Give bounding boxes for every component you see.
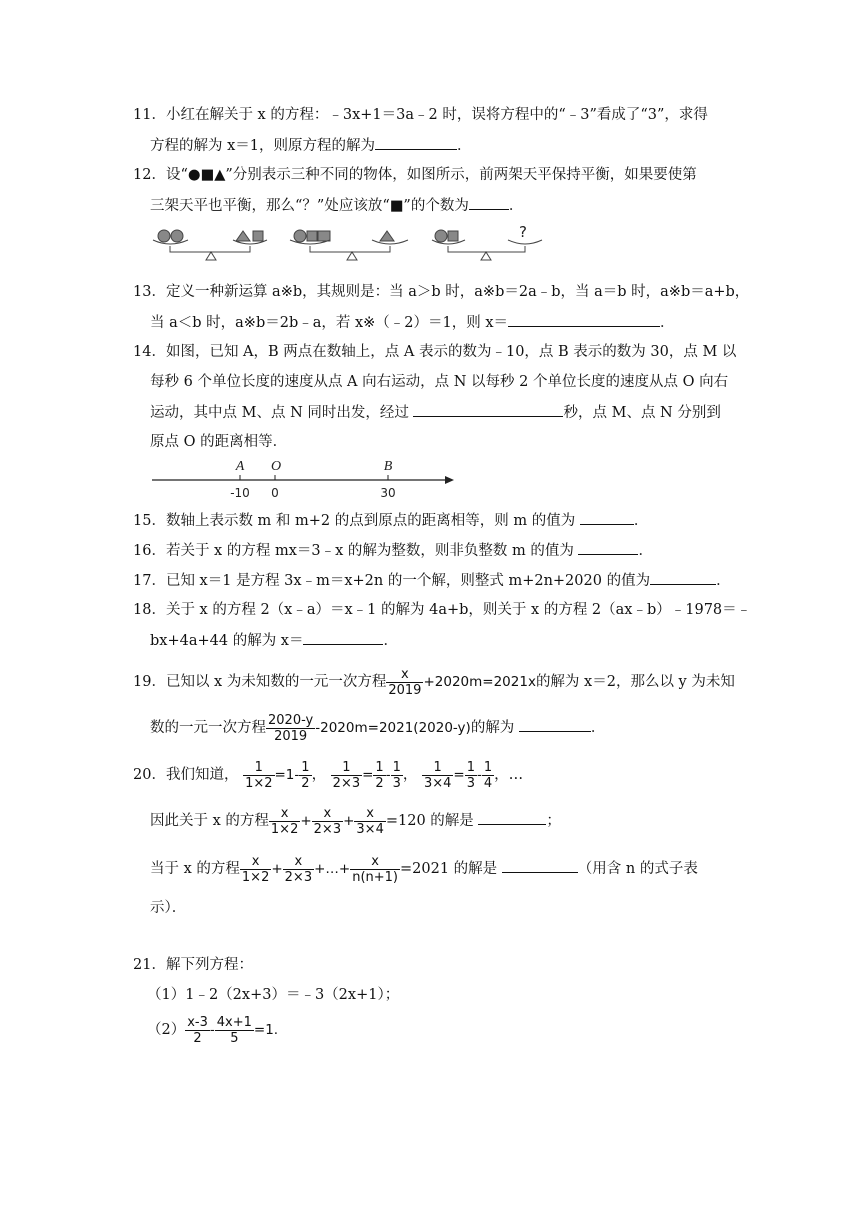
- q19-line1: [133, 666, 735, 698]
- denominator: 5: [215, 1030, 254, 1046]
- q20-line3: [150, 852, 698, 886]
- question-number: 11．: [133, 107, 166, 123]
- question-text: 定义一种新运算 a※b，其规则是：当 a＞b 时，a※b＝2a﹣b，当 a＝b 时，a※b＝a+b，: [165, 284, 750, 300]
- question-text: =120 的解是: [385, 813, 474, 829]
- fraction: [391, 760, 403, 791]
- denominator: 3: [466, 775, 475, 791]
- arrow-icon: [445, 476, 454, 484]
- fraction: [350, 854, 400, 885]
- q21-part2: [147, 1013, 278, 1047]
- numerator: 1: [375, 759, 384, 775]
- q21-part1: [147, 985, 399, 1005]
- fraction: [299, 760, 311, 791]
- numerator: x: [401, 666, 409, 682]
- denominator: 3: [392, 775, 401, 791]
- denominator: n(n+1): [352, 869, 399, 885]
- circle-icon: [435, 230, 447, 242]
- answer-blank[interactable]: [508, 312, 660, 327]
- denominator: 1×2: [270, 821, 299, 837]
- square-icon: [318, 231, 330, 241]
- denominator: 2×3: [332, 775, 361, 791]
- numerator: x: [251, 853, 260, 869]
- question-text: 已知 x＝1 是方程 3x﹣m＝x+2n 的一个解，则整式 m+2n+2020 的值为: [165, 573, 651, 589]
- q12-line2: [150, 195, 523, 216]
- numerator: x: [371, 853, 379, 869]
- question-text: 已知以 x 为未知数的一元一次方程: [165, 674, 387, 690]
- question-text: 设“●■▲”分别表示三种不同的物体，如图所示，前两架天平保持平衡，如果要使第: [165, 167, 697, 183]
- square-icon: [307, 231, 317, 241]
- punctuation: ，: [402, 767, 418, 783]
- square-icon: [253, 231, 263, 241]
- circle-icon: [158, 230, 170, 242]
- question-number: 20．: [133, 767, 166, 783]
- point-label-a: A: [235, 459, 245, 474]
- question-text: 运动，其中点 M、点 N 同时出发，经过: [150, 405, 409, 421]
- fraction: [373, 760, 385, 791]
- punctuation: ．: [716, 573, 731, 589]
- denominator: 2×3: [284, 869, 313, 885]
- question-number: 13．: [133, 284, 166, 300]
- equation-text: =1.: [253, 1022, 279, 1038]
- operator: +: [343, 813, 355, 829]
- balance-scale-1: [153, 230, 267, 260]
- point-label-b: B: [383, 459, 393, 474]
- fraction: [331, 760, 362, 791]
- denominator: 1×2: [241, 869, 270, 885]
- q17-line: [133, 570, 731, 591]
- triangle-icon: [380, 231, 394, 241]
- operator: +: [271, 861, 283, 877]
- q14-line2: [150, 372, 728, 392]
- q20-line2: [150, 804, 561, 838]
- ellipsis: …: [508, 767, 524, 783]
- question-text: 因此关于 x 的方程: [150, 813, 269, 829]
- balance-scales-figure: [150, 222, 570, 270]
- numerator: x: [294, 853, 303, 869]
- question-text: 当于 x 的方程: [150, 861, 240, 877]
- punctuation: ．: [508, 198, 524, 214]
- fraction: [283, 854, 314, 885]
- fraction: [465, 760, 477, 791]
- question-number: 16．: [133, 543, 166, 559]
- q19-line2: [150, 712, 605, 744]
- question-text: 若关于 x 的方程 mx＝3﹣x 的解为整数，则非负整数 m 的值为: [165, 543, 574, 559]
- denominator: 3×4: [356, 821, 384, 837]
- question-text: 数轴上表示数 m 和 m+2 的点到原点的距离相等，则 m 的值为: [165, 513, 576, 529]
- tick-label: -10: [230, 486, 250, 500]
- punctuation: ．: [457, 138, 472, 154]
- denominator: 2: [301, 775, 310, 791]
- question-number: 21．: [133, 957, 166, 973]
- q20-line4: [150, 898, 186, 918]
- q18-line1: [133, 600, 751, 620]
- numerator: x-3: [187, 1014, 208, 1030]
- numerator: 4x+1: [216, 1014, 252, 1030]
- point-label-o: O: [270, 459, 282, 474]
- fraction: [386, 667, 423, 698]
- question-text: 解下列方程：: [165, 957, 253, 973]
- question-text: bx+4a+44 的解为 x＝: [150, 633, 304, 649]
- square-icon: [448, 231, 458, 241]
- denominator: 2019: [266, 728, 315, 744]
- question-text: 数的一元一次方程: [150, 720, 266, 736]
- q14-line3: [150, 402, 721, 423]
- punctuation: ．: [633, 513, 649, 529]
- fraction: [422, 760, 453, 791]
- numerator: 1: [483, 759, 493, 775]
- question-number: 14．: [133, 344, 166, 360]
- punctuation: ．: [638, 543, 653, 559]
- question-number: 17．: [133, 573, 166, 589]
- question-number: 18．: [133, 602, 166, 618]
- answer-blank[interactable]: [650, 570, 716, 585]
- operator: -: [385, 767, 391, 783]
- fraction: [240, 854, 271, 885]
- q12-line1: [133, 165, 697, 185]
- operator: -: [477, 767, 482, 783]
- circle-icon: [171, 230, 183, 242]
- q21-title: [133, 955, 253, 975]
- denominator: 2×3: [313, 821, 342, 837]
- question-text: 原点 O 的距离相等．: [150, 434, 288, 450]
- answer-blank[interactable]: [578, 540, 638, 555]
- q18-line2: [150, 630, 398, 651]
- numerator: 1: [466, 759, 475, 775]
- fraction: [185, 1015, 210, 1046]
- operator: +…+: [314, 861, 351, 877]
- equation-text: +2020m=2021x: [423, 674, 536, 690]
- punctuation: ，: [494, 767, 509, 783]
- question-text: 的解为 x＝2，那么以 y 为未知: [535, 674, 735, 690]
- numerator: x: [280, 805, 289, 821]
- fraction: [354, 806, 385, 837]
- numerator: 1: [392, 759, 401, 775]
- answer-blank[interactable]: [413, 402, 563, 417]
- question-text: 如图，已知 A，B 两点在数轴上，点 A 表示的数为﹣10，点 B 表示的数为 30，点 M 以: [165, 344, 737, 360]
- numerator: 1: [301, 759, 310, 775]
- question-number: 12．: [133, 167, 166, 183]
- denominator: 2019: [388, 682, 422, 698]
- answer-blank[interactable]: [303, 630, 383, 645]
- punctuation: ．: [660, 315, 675, 331]
- punctuation: ．: [590, 720, 606, 736]
- denominator: 1×2: [245, 775, 273, 791]
- denominator: 4: [483, 775, 493, 791]
- numerator: x: [366, 805, 374, 821]
- number-line-figure: [150, 455, 460, 505]
- part-label: （2）: [147, 1022, 186, 1038]
- triangle-icon: [236, 231, 250, 241]
- punctuation: ．: [383, 633, 398, 649]
- numerator: 1: [433, 759, 442, 775]
- operator: =: [362, 767, 374, 783]
- question-text: （用含 n 的式子表: [577, 861, 698, 877]
- question-text: 的解为: [470, 720, 515, 736]
- question-text: （1）1﹣2（2x+3）＝﹣3（2x+1）；: [147, 987, 400, 1003]
- question-text: 示）．: [150, 900, 187, 916]
- answer-blank[interactable]: [502, 858, 578, 873]
- question-text: 我们知道，: [165, 767, 239, 783]
- numerator: x: [323, 805, 332, 821]
- fraction: [215, 1015, 254, 1046]
- operator: =1-: [274, 767, 300, 783]
- equation-text: -2020m=2021(2020-y): [315, 720, 471, 736]
- question-number: 19．: [133, 674, 166, 690]
- fraction: [482, 760, 494, 791]
- question-text: =2021 的解是: [400, 861, 498, 877]
- q13-line1: [133, 282, 749, 302]
- tick-label: 30: [380, 486, 396, 500]
- numerator: 1: [342, 759, 351, 775]
- answer-blank[interactable]: [519, 717, 591, 732]
- fraction: [269, 806, 300, 837]
- fraction: [312, 806, 343, 837]
- circle-icon: [294, 230, 306, 242]
- balance-scale-2: [290, 230, 408, 260]
- punctuation: ，: [311, 767, 327, 783]
- q16-line: [133, 540, 653, 561]
- answer-blank[interactable]: [375, 135, 457, 150]
- numerator: 1: [254, 759, 263, 775]
- question-text: 关于 x 的方程 2（x﹣a）＝x﹣1 的解为 4a+b，则关于 x 的方程 2（ax﹣b）﹣1978＝﹣: [165, 602, 752, 618]
- answer-blank[interactable]: [478, 810, 546, 825]
- denominator: 3×4: [423, 775, 452, 791]
- tick-label: 0: [271, 486, 279, 500]
- question-text: 秒，点 M、点 N 分别到: [563, 405, 721, 421]
- q20-line1: [133, 758, 523, 792]
- answer-blank[interactable]: [469, 195, 509, 210]
- fraction: [243, 760, 274, 791]
- answer-blank[interactable]: [580, 510, 634, 525]
- question-mark: ?: [519, 223, 527, 241]
- q14-line1: [133, 342, 736, 362]
- question-text: 方程的解为 x＝1，则原方程的解为: [150, 138, 376, 154]
- denominator: 2: [375, 775, 384, 791]
- operator: -: [209, 1022, 215, 1038]
- operator: +: [300, 813, 312, 829]
- q14-line4: [150, 432, 287, 452]
- question-number: 15．: [133, 513, 166, 529]
- question-text: 当 a＜b 时，a※b＝2b﹣a，若 x※（﹣2）＝1，则 x＝: [150, 315, 509, 331]
- q11-line2: [150, 135, 472, 156]
- q13-line2: [150, 312, 675, 333]
- punctuation: ；: [546, 813, 561, 829]
- q15-line: [133, 510, 648, 531]
- q11-line1: [133, 105, 708, 125]
- fraction: [266, 713, 315, 744]
- operator: =: [453, 767, 465, 783]
- question-text: 三架天平也平衡，那么“？”处应该放“■”的个数为: [150, 198, 469, 214]
- numerator: 2020-y: [268, 712, 314, 728]
- denominator: 2: [185, 1030, 210, 1046]
- question-text: 小红在解关于 x 的方程：﹣3x+1＝3a﹣2 时，误将方程中的“﹣3”看成了“3”，求得: [165, 107, 708, 123]
- question-text: 每秒 6 个单位长度的速度从点 A 向右运动，点 N 以每秒 2 个单位长度的速度从点 O 向右: [150, 374, 729, 390]
